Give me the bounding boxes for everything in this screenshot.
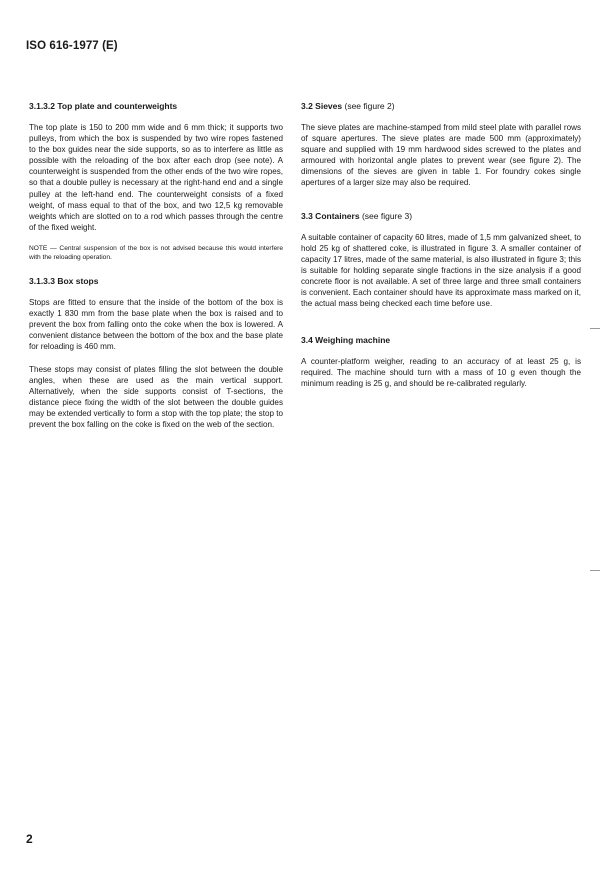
paragraph-weighing-machine: A counter-platform weigher, reading to an accuracy of at least 25 g, is required. The machine should turn with a mass of 10 g even though the minimum reading is 25 g, and should be re-calibrated regularly. — [301, 357, 581, 389]
document-id: ISO 616-1977 (E) — [26, 40, 118, 52]
heading-sieves-title: 3.2 Sieves — [301, 101, 343, 111]
note-central-suspension: NOTE — Central suspension of the box is not advised because this would interfere with the reloading operation. — [29, 244, 283, 261]
heading-containers-title: 3.3 Containers — [301, 210, 360, 221]
paragraph-box-stops-1: Stops are fitted to ensure that the inside of the bottom of the box is exactly 1 830 mm from the base plate when the box is raised and to prevent the box from falling onto the coke when the box is lowered. A convenient distance between the bottom of the box and the base plate for reloading is 460 mm. — [29, 297, 283, 351]
page-number: 2 — [26, 832, 33, 846]
section-heading-top-plate: 3.1.3.2 Top plate and counterweights — [29, 101, 178, 111]
margin-tick-mark — [590, 570, 600, 571]
paragraph-containers: A suitable container of capacity 60 litres, made of 1,5 mm galvanized sheet, to hold 25 kg of shattered coke, is illustrated in figure 3. A smaller container of capacity 17 litres, made of the same material, is also illustrated in figure 3; this is suitable for holding separate single fractions in the size analysis if a good concrete floor is not available. A set of three large and three small containers is convenient. Each container should have its approximate mass marked on it, the actual mass being checked each time before use. — [301, 232, 581, 309]
paragraph-sieves: The sieve plates are machine-stamped from mild steel plate with parallel rows of square apertures. The sieve plates are made 500 mm (approximately) square and supplied with 19 mm hardwood sides screwed to the plates and armoured with horizontal angle plates to prevent wear (see figure 2). The dimensions of the sieves are given in table 1. For foundry cokes single apertures of a larger size may also be required. — [301, 123, 581, 188]
right-column — [301, 101, 581, 402]
heading-containers-ref: (see figure 3) — [361, 210, 413, 221]
heading-sieves-ref: (see figure 2) — [344, 101, 395, 111]
left-column — [29, 101, 283, 443]
section-heading-box-stops: 3.1.3.3 Box stops — [29, 275, 99, 286]
section-heading-containers — [301, 211, 581, 222]
paragraph-top-plate: The top plate is 150 to 200 mm wide and 6 mm thick; it supports two pulleys, from which the box is suspended by two wire ropes fastened to the box guides near the side supports, so as to interfere as little as possible with the reloading of the box after each drop (see note). A counterweight is suspended from the other ends of the two wire ropes, so that a double pulley is necessary at the right-hand end and a single pulley at the left-hand end. The counterweight consists of a fixed weight, of mass equal to that of the box, and two 12,5 kg removable weights which are slotted on to a rod which passes through the centre of the fixed weight. — [29, 123, 283, 232]
section-heading-weighing-machine: 3.4 Weighing machine — [301, 335, 391, 346]
margin-tick-mark — [590, 328, 600, 329]
section-heading-sieves — [301, 101, 581, 112]
paragraph-box-stops-2: These stops may consist of plates filling the slot between the double angles, when these are used as the main vertical support. Alternatively, when the side supports consist of T-sections, the distance piece fixing the width of the slot between the double guides may be extended vertically to form a stop with the top plate; the stop to prevent the box falling on the coke is fixed on the web of the section. — [29, 365, 283, 430]
